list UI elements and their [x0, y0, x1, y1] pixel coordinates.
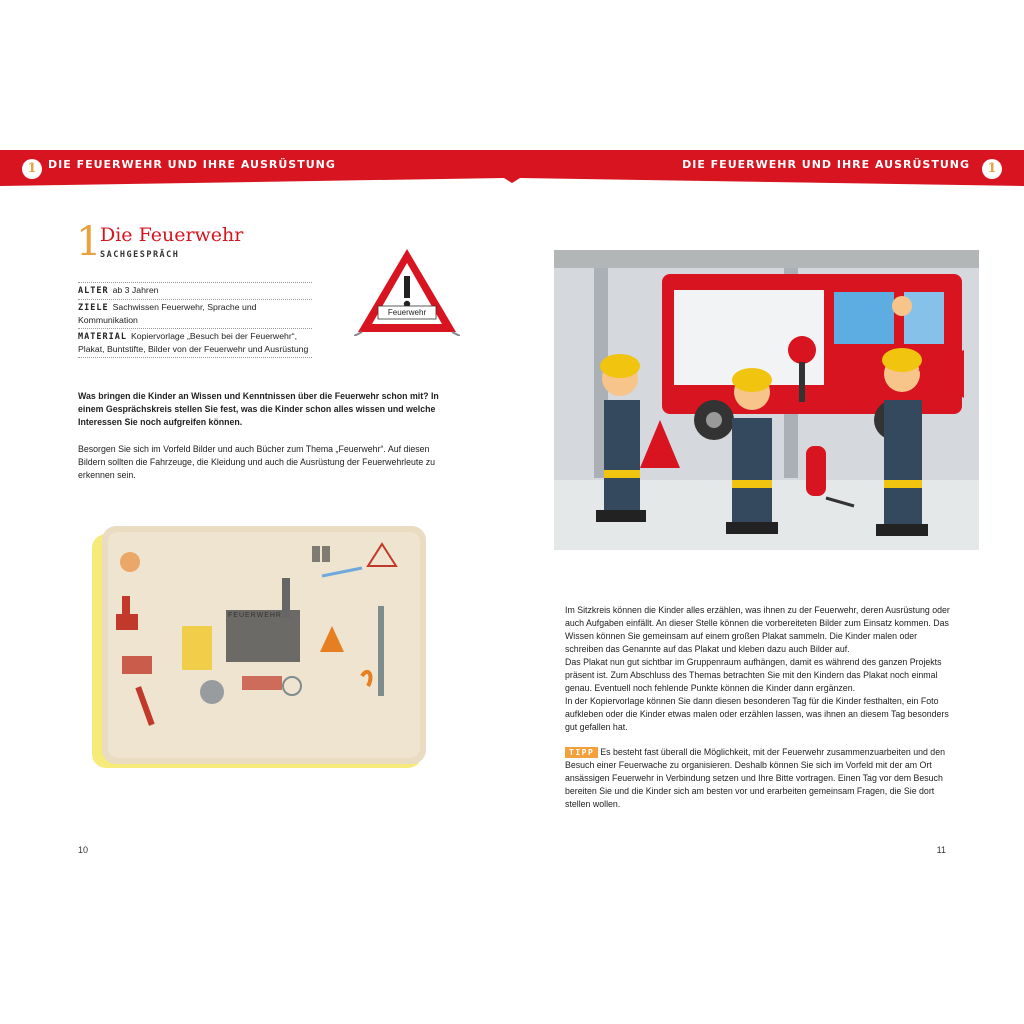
meta-value: Sachwissen Feuerwehr, Sprache und Kommunikation: [78, 302, 257, 325]
meta-value: Kopiervorlage „Besuch bei der Feuerwehr“, Plakat, Buntstifte, Bilder von der Feuerwehr und Ausrüstung: [78, 331, 309, 354]
meta-key: MATERIAL: [78, 332, 127, 342]
tipp-box: [565, 746, 955, 811]
meta-row-age: [78, 282, 312, 300]
body-paragraph: Das Plakat nun gut sichtbar im Gruppenraum aufhängen, damit es während des ganzen Projekts präsent ist. Zum Abschluss des Themas betrachten Sie mit den Kindern das Plakat noch einmal genau. Eventuell noch fehlende Punkte können die Kinder dann ergänzen.: [565, 657, 942, 693]
meta-key: ALTER: [78, 286, 109, 296]
body-paragraph: Im Sitzkreis können die Kinder alles erzählen, was ihnen zu der Feuerwehr, deren Ausrüstung oder auch Aufgaben einfällt. An dieser Stelle können die vorbereiteten Bilder zum Einsatz kommen. Das Wissen können Sie gemeinsam auf einem großen Plakat sammeln. Die Kinder malen oder schreiben das Genannte auf das Plakat und kleben dazu auch Bilder auf.: [565, 605, 950, 654]
page-number-left: 10: [78, 845, 89, 855]
meta-row-material: [78, 329, 312, 358]
chapter-number-badge-left: 1: [22, 159, 42, 179]
firefighters-illustration: [534, 210, 992, 582]
section-number: 1: [76, 219, 102, 265]
meta-value: ab 3 Jahren: [112, 285, 159, 295]
meta-info-box: [78, 282, 312, 358]
section-subtitle: SACHGESPRÄCH: [100, 250, 180, 260]
meta-key: ZIELE: [78, 303, 109, 313]
poster-label: FEUERWEHR: [228, 612, 282, 619]
page-number-right: 11: [936, 845, 946, 855]
tipp-text: Es besteht fast überall die Möglichkeit, mit der Feuerwehr zusammenzuarbeiten und den Besuch einer Feuerwache zu organisieren. Deshalb können Sie sich im Vorfeld mit der am Ort ansässigen Feuerwehr in Verbindung setzen und Ihre Bitte vortragen. Einen Tag vor dem Besuch bereiten Sie und die Kinder sich am besten vor und erarbeiten gemeinsam Fragen, die Sie dort stellen wollen.: [565, 747, 945, 809]
tipp-label: TIPP: [565, 747, 598, 758]
chapter-banner: [0, 150, 1024, 188]
section-title: Die Feuerwehr: [100, 224, 244, 246]
sign-label: Feuerwehr: [387, 308, 427, 317]
intro-bold-paragraph: Was bringen die Kinder an Wissen und Kenntnissen über die Feuerwehr schon mit? In einem Gesprächskreis stellen Sie fest, was die Kinder schon alles wissen und welche Interessen Sie noch aufgreifen können.: [78, 391, 439, 427]
warning-triangle-sign: [354, 246, 460, 336]
chapter-number-badge-right: 1: [982, 159, 1002, 179]
chapter-title-right: DIE FEUERWEHR UND IHRE AUSRÜSTUNG: [682, 158, 970, 171]
intro-paragraph: Besorgen Sie sich im Vorfeld Bilder und auch Bücher zum Thema „Feuerwehr“. Auf diesen Bildern sollten die Fahrzeuge, die Kleidung und auch die Ausrüstung der Feuerwehrleute zu erkennen sein.: [78, 444, 435, 480]
body-paragraph: In der Kopiervorlage können Sie dann diesen besonderen Tag für die Kinder festhalten, ein Foto aufkleben oder die Kinder etwas malen oder erzählen lassen, was ihnen an diesem Tag besonders gut gefallen hat.: [565, 696, 949, 732]
poster-photo: [92, 526, 426, 770]
meta-row-goals: [78, 300, 312, 329]
body-text: [565, 604, 955, 734]
chapter-title-left: DIE FEUERWEHR UND IHRE AUSRÜSTUNG: [48, 158, 336, 171]
